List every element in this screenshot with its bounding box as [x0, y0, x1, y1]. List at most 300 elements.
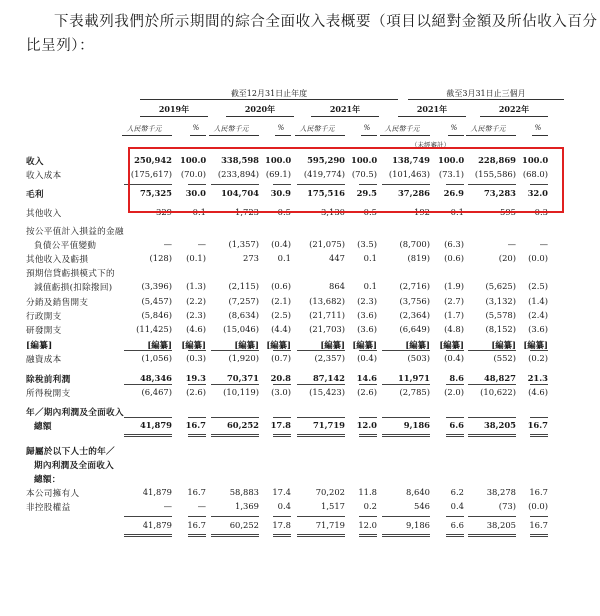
subtotal-rule: [446, 534, 464, 535]
percent-cell: 6.6: [449, 420, 464, 430]
amount-cell: (2,357): [314, 353, 345, 363]
amount-cell: 71,719: [312, 420, 345, 430]
row-label: 本公司擁有人: [26, 489, 80, 499]
amount-cell: (5,578): [485, 310, 516, 320]
amount-cell: (21,711): [309, 310, 345, 320]
amount-cell: 48,346: [139, 373, 172, 383]
amount-cell: [編纂]: [234, 340, 259, 350]
subtotal-rule: [273, 536, 291, 537]
amount-cell: 41,879: [142, 520, 172, 530]
table-row: [0, 239, 600, 253]
amount-cell: (6,467): [141, 387, 172, 397]
subtotal-rule: [468, 350, 516, 351]
subtotal-rule: [468, 436, 516, 437]
highlight-box: [128, 147, 564, 213]
amount-cell: 192: [414, 207, 430, 217]
percent-cell: (2.5): [271, 310, 291, 320]
percent-cell: [編纂]: [181, 340, 206, 350]
amount-cell: (13,682): [309, 296, 345, 306]
subtotal-rule: [468, 384, 516, 385]
subtotal-rule: [188, 536, 206, 537]
percent-cell: 20.8: [270, 373, 291, 383]
percent-cell: (2.3): [186, 310, 206, 320]
percent-header: %: [534, 124, 542, 132]
table-row: [0, 387, 600, 401]
amount-cell: (73): [498, 501, 516, 511]
percent-cell: (2.2): [186, 296, 206, 306]
amount-cell: 9,186: [403, 420, 430, 430]
percent-cell: (2.1): [271, 296, 291, 306]
table-row: [0, 473, 600, 487]
amount-cell: 41,879: [142, 487, 172, 497]
subtotal-rule: [446, 417, 464, 418]
table-row: [0, 420, 600, 434]
subtotal-rule: [446, 384, 464, 385]
amount-cell: 1,517: [321, 501, 345, 511]
subtotal-rule: [359, 516, 377, 517]
percent-cell: 14.6: [356, 373, 377, 383]
amount-cell: (175,617): [130, 169, 172, 179]
subtotal-rule: [188, 384, 206, 385]
subtotal-rule: [468, 434, 516, 435]
unit-header: 人民幣千元: [384, 125, 420, 133]
amount-cell: (15,423): [309, 387, 345, 397]
amount-cell: (1,056): [141, 353, 172, 363]
subheader-underline: [295, 135, 345, 136]
percent-header: %: [277, 124, 285, 132]
subtotal-rule: [211, 384, 259, 385]
subheader-underline: [466, 135, 516, 136]
percent-cell: (69.1): [265, 169, 291, 179]
amount-cell: (5,625): [485, 281, 516, 291]
subtotal-rule: [188, 436, 206, 437]
percent-cell: 0.5: [277, 207, 291, 217]
subtotal-rule: [211, 434, 259, 435]
amount-cell: 104,704: [221, 188, 259, 198]
subtotal-rule: [530, 384, 548, 385]
subtotal-rule: [446, 536, 464, 537]
amount-cell: 70,202: [315, 487, 345, 497]
subtotal-rule: [273, 434, 291, 435]
amount-cell: (819): [407, 253, 430, 263]
subtotal-rule: [468, 534, 516, 535]
amount-cell: (552): [493, 353, 516, 363]
year-header: 2020年: [244, 104, 276, 114]
table-row: [0, 459, 600, 473]
percent-cell: 21.3: [527, 373, 548, 383]
percent-cell: 100.0: [351, 155, 378, 165]
percent-cell: (0.4): [357, 353, 377, 363]
year-underline: [480, 116, 548, 117]
unaudited-note: （未經審計）: [411, 141, 450, 149]
subtotal-rule: [530, 417, 548, 418]
percent-cell: 0.1: [450, 207, 464, 217]
subtotal-rule: [124, 436, 172, 437]
percent-cell: 0.4: [277, 501, 291, 511]
percent-cell: 26.9: [443, 188, 464, 198]
subheader-underline: [361, 135, 377, 136]
amount-cell: 38,278: [486, 487, 516, 497]
percent-cell: (4.4): [271, 324, 291, 334]
row-label: 所得稅開支: [26, 389, 71, 399]
amount-cell: (1,920): [228, 353, 259, 363]
percent-cell: 8.6: [449, 373, 464, 383]
amount-cell: (7,257): [228, 296, 259, 306]
amount-cell: 546: [414, 501, 430, 511]
percent-header: %: [450, 124, 458, 132]
subtotal-rule: [359, 536, 377, 537]
percent-cell: 30.0: [185, 188, 206, 198]
subtotal-rule: [273, 516, 291, 517]
amount-cell: (10,622): [480, 387, 516, 397]
year-underline: [140, 116, 208, 117]
subtotal-rule: [382, 534, 430, 535]
subtotal-rule: [188, 534, 206, 535]
amount-cell: (6,649): [399, 324, 430, 334]
amount-cell: (233,894): [217, 169, 259, 179]
percent-cell: 30.9: [270, 188, 291, 198]
row-label: 其他收入: [26, 209, 62, 219]
row-label: 非控股權益: [26, 503, 71, 513]
subtotal-rule: [273, 384, 291, 385]
percent-cell: (2.7): [444, 296, 464, 306]
subtotal-rule: [273, 417, 291, 418]
amount-cell: 3,130: [321, 207, 345, 217]
row-label: 收入成本: [26, 171, 62, 181]
subtotal-rule: [530, 350, 548, 351]
table-row: [0, 445, 600, 459]
subtotal-rule: [359, 384, 377, 385]
subheader-underline: [190, 135, 206, 136]
subtotal-rule: [188, 516, 206, 517]
percent-cell: —: [197, 239, 206, 249]
percent-cell: 11.8: [358, 487, 377, 497]
percent-cell: (2.6): [357, 387, 377, 397]
percent-cell: (1.7): [444, 310, 464, 320]
subtotal-rule: [382, 434, 430, 435]
amount-cell: 138,749: [392, 155, 430, 165]
amount-cell: 87,142: [312, 373, 345, 383]
percent-cell: (0.6): [444, 253, 464, 263]
subtotal-rule: [359, 350, 377, 351]
subtotal-rule: [446, 516, 464, 517]
year-underline: [311, 116, 379, 117]
percent-header: %: [363, 124, 371, 132]
percent-cell: 0.1: [363, 281, 377, 291]
percent-cell: (0.0): [528, 253, 548, 263]
intro-line-1: 下表載列我們於所示期間的綜合全面收入表概要（項目以絕對金額及所佔收入百分: [54, 14, 598, 30]
subtotal-rule: [530, 536, 548, 537]
percent-cell: 16.7: [187, 520, 206, 530]
percent-cell: (0.1): [186, 253, 206, 263]
row-label: 分銷及銷售開支: [26, 298, 89, 308]
amount-cell: 48,827: [483, 373, 516, 383]
amount-cell: (15,046): [223, 324, 259, 334]
percent-header: %: [192, 124, 200, 132]
percent-cell: 100.0: [438, 155, 465, 165]
subheader-underline: [122, 135, 172, 136]
percent-cell: (1.3): [186, 281, 206, 291]
subtotal-rule: [124, 350, 172, 351]
percent-cell: 17.8: [270, 420, 291, 430]
percent-cell: —: [197, 501, 206, 511]
amount-cell: 71,719: [315, 520, 345, 530]
subtotal-rule: [530, 436, 548, 437]
amount-cell: (2,115): [228, 281, 259, 291]
unit-header: 人民幣千元: [299, 125, 335, 133]
row-label: 除稅前利潤: [26, 375, 71, 385]
percent-cell: 16.7: [529, 520, 548, 530]
percent-cell: (3.0): [271, 387, 291, 397]
amount-cell: (503): [407, 353, 430, 363]
table-row: [0, 310, 600, 324]
amount-cell: (101,463): [388, 169, 430, 179]
percent-cell: [編纂]: [439, 340, 464, 350]
percent-cell: (4.8): [444, 324, 464, 334]
amount-cell: 329: [156, 207, 172, 217]
amount-cell: (21,075): [309, 239, 345, 249]
table-row: [0, 296, 600, 310]
amount-cell: (10,119): [223, 387, 259, 397]
amount-cell: 864: [329, 281, 345, 291]
intro-line-2: 比呈列）：: [26, 38, 95, 54]
amount-cell: [編纂]: [491, 340, 516, 350]
row-label: 總額: [34, 422, 52, 432]
percent-cell: 17.4: [272, 487, 291, 497]
subtotal-rule: [530, 534, 548, 535]
percent-cell: 100.0: [265, 155, 292, 165]
table-row: [0, 225, 600, 239]
percent-cell: 17.8: [272, 520, 291, 530]
subheader-underline: [448, 135, 464, 136]
amount-cell: 75,325: [139, 188, 172, 198]
subtotal-rule: [382, 516, 430, 517]
subheader-underline: [275, 135, 291, 136]
subtotal-rule: [124, 516, 172, 517]
row-label: 負債公平值變動: [34, 241, 97, 251]
row-label: [編纂]: [26, 341, 53, 351]
amount-cell: (2,716): [399, 281, 430, 291]
header-underline: [140, 99, 398, 100]
subtotal-rule: [359, 534, 377, 535]
subtotal-rule: [273, 350, 291, 351]
unit-header: 人民幣千元: [470, 125, 506, 133]
intro-paragraph: [26, 10, 598, 58]
row-label: 歸屬於以下人士的年／: [26, 447, 115, 457]
percent-cell: (1.4): [528, 296, 548, 306]
subtotal-rule: [273, 534, 291, 535]
subtotal-rule: [297, 534, 345, 535]
row-label: 預期信貸虧損模式下的: [26, 269, 115, 279]
percent-cell: (0.0): [528, 501, 548, 511]
percent-cell: (70.0): [180, 169, 206, 179]
subtotal-rule: [359, 417, 377, 418]
amount-cell: —: [507, 239, 516, 249]
amount-cell: 38,205: [486, 520, 516, 530]
subtotal-rule: [188, 417, 206, 418]
subtotal-rule: [382, 536, 430, 537]
unit-header: 人民幣千元: [213, 125, 249, 133]
percent-cell: (2.6): [186, 387, 206, 397]
row-label: 期內利潤及全面收入: [34, 461, 115, 471]
subtotal-rule: [297, 417, 345, 418]
subtotal-rule: [211, 436, 259, 437]
percent-cell: (0.4): [444, 353, 464, 363]
amount-cell: (5,457): [141, 296, 172, 306]
subtotal-rule: [359, 436, 377, 437]
amount-cell: 1,369: [235, 501, 259, 511]
amount-cell: (21,703): [309, 324, 345, 334]
percent-cell: (0.3): [186, 353, 206, 363]
percent-cell: (2.5): [528, 281, 548, 291]
percent-cell: [編纂]: [523, 340, 548, 350]
percent-cell: 0.5: [363, 207, 377, 217]
percent-cell: (0.4): [271, 239, 291, 249]
percent-cell: (1.9): [444, 281, 464, 291]
row-label: 其他收入及虧損: [26, 255, 89, 265]
subheader-underline: [209, 135, 259, 136]
amount-cell: (128): [149, 253, 172, 263]
amount-cell: (3,396): [141, 281, 172, 291]
table-row: [0, 267, 600, 281]
percent-cell: (4.6): [528, 387, 548, 397]
percent-cell: 0.3: [534, 207, 548, 217]
percent-cell: (0.6): [271, 281, 291, 291]
amount-cell: —: [163, 501, 172, 511]
percent-cell: 16.7: [527, 420, 548, 430]
subtotal-rule: [124, 384, 172, 385]
amount-cell: 41,879: [139, 420, 172, 430]
percent-cell: 0.1: [192, 207, 206, 217]
row-label: 融資成本: [26, 355, 62, 365]
row-label: 總額：: [34, 475, 61, 485]
subtotal-rule: [297, 434, 345, 435]
header-underline: [408, 99, 564, 100]
table-row: [0, 520, 600, 534]
percent-cell: 32.0: [527, 188, 548, 198]
subtotal-rule: [382, 436, 430, 437]
row-label: 行政開支: [26, 312, 62, 322]
amount-cell: 447: [329, 253, 345, 263]
percent-cell: 100.0: [522, 155, 549, 165]
amount-cell: 60,252: [226, 420, 259, 430]
amount-cell: 1,723: [235, 207, 259, 217]
percent-cell: (2.4): [528, 310, 548, 320]
header-group-three-months: 截至3月31日止三個月: [446, 89, 526, 98]
percent-cell: (73.1): [438, 169, 464, 179]
subtotal-rule: [446, 434, 464, 435]
percent-cell: (4.6): [186, 324, 206, 334]
amount-cell: 250,942: [134, 155, 172, 165]
subtotal-rule: [297, 436, 345, 437]
amount-cell: 73,283: [483, 188, 516, 198]
subtotal-rule: [273, 436, 291, 437]
amount-cell: (155,586): [474, 169, 516, 179]
amount-cell: (20): [498, 253, 516, 263]
amount-cell: [編纂]: [147, 340, 172, 350]
amount-cell: 8,640: [406, 487, 430, 497]
subtotal-rule: [382, 417, 430, 418]
amount-cell: 60,252: [229, 520, 259, 530]
percent-cell: —: [539, 239, 548, 249]
year-underline: [226, 116, 294, 117]
table-row: [0, 324, 600, 338]
percent-cell: 0.1: [277, 253, 291, 263]
subtotal-rule: [446, 436, 464, 437]
unit-header: 人民幣千元: [126, 125, 162, 133]
amount-cell: 9,186: [406, 520, 430, 530]
amount-cell: 595: [500, 207, 516, 217]
year-header: 2021年: [416, 104, 448, 114]
row-label: 毛利: [26, 190, 44, 200]
subtotal-rule: [211, 516, 259, 517]
percent-cell: 6.2: [450, 487, 464, 497]
amount-cell: (2,785): [399, 387, 430, 397]
amount-cell: [編纂]: [320, 340, 345, 350]
amount-cell: (2,364): [399, 310, 430, 320]
percent-cell: 16.7: [529, 487, 548, 497]
amount-cell: 58,883: [229, 487, 259, 497]
subtotal-rule: [188, 350, 206, 351]
amount-cell: 338,598: [221, 155, 259, 165]
amount-cell: (1,357): [228, 239, 259, 249]
subtotal-rule: [211, 536, 259, 537]
amount-cell: 273: [243, 253, 259, 263]
percent-cell: (3.6): [528, 324, 548, 334]
percent-cell: (3.5): [357, 239, 377, 249]
percent-cell: (2.0): [444, 387, 464, 397]
amount-cell: (8,700): [399, 239, 430, 249]
row-label: 收入: [26, 157, 44, 167]
subtotal-rule: [297, 516, 345, 517]
percent-cell: (68.0): [522, 169, 548, 179]
amount-cell: 228,869: [478, 155, 516, 165]
row-label: 按公平值計入損益的金融: [26, 227, 124, 237]
percent-cell: (6.3): [444, 239, 464, 249]
subtotal-rule: [297, 536, 345, 537]
amount-cell: (3,756): [399, 296, 430, 306]
year-underline: [398, 116, 466, 117]
subtotal-rule: [382, 384, 430, 385]
row-label: 年／期內利潤及全面收入: [26, 408, 124, 418]
percent-cell: 16.7: [185, 420, 206, 430]
percent-cell: 19.3: [185, 373, 206, 383]
table-row: [0, 253, 600, 267]
subtotal-rule: [446, 350, 464, 351]
percent-cell: (70.5): [351, 169, 377, 179]
amount-cell: 37,286: [397, 188, 430, 198]
subtotal-rule: [124, 417, 172, 418]
amount-cell: (8,152): [485, 324, 516, 334]
year-header: 2019年: [158, 104, 190, 114]
percent-cell: [編纂]: [266, 340, 291, 350]
subtotal-rule: [530, 516, 548, 517]
subtotal-rule: [297, 350, 345, 351]
subtotal-rule: [124, 536, 172, 537]
percent-cell: (3.6): [357, 324, 377, 334]
percent-cell: 0.1: [363, 253, 377, 263]
subtotal-rule: [211, 350, 259, 351]
subtotal-rule: [188, 434, 206, 435]
percent-cell: (0.7): [271, 353, 291, 363]
percent-cell: 29.5: [356, 188, 377, 198]
subtotal-rule: [211, 417, 259, 418]
percent-cell: (0.2): [528, 353, 548, 363]
percent-cell: 0.2: [363, 501, 377, 511]
year-header: 2022年: [498, 104, 530, 114]
subheader-underline: [532, 135, 548, 136]
percent-cell: 0.4: [450, 501, 464, 511]
